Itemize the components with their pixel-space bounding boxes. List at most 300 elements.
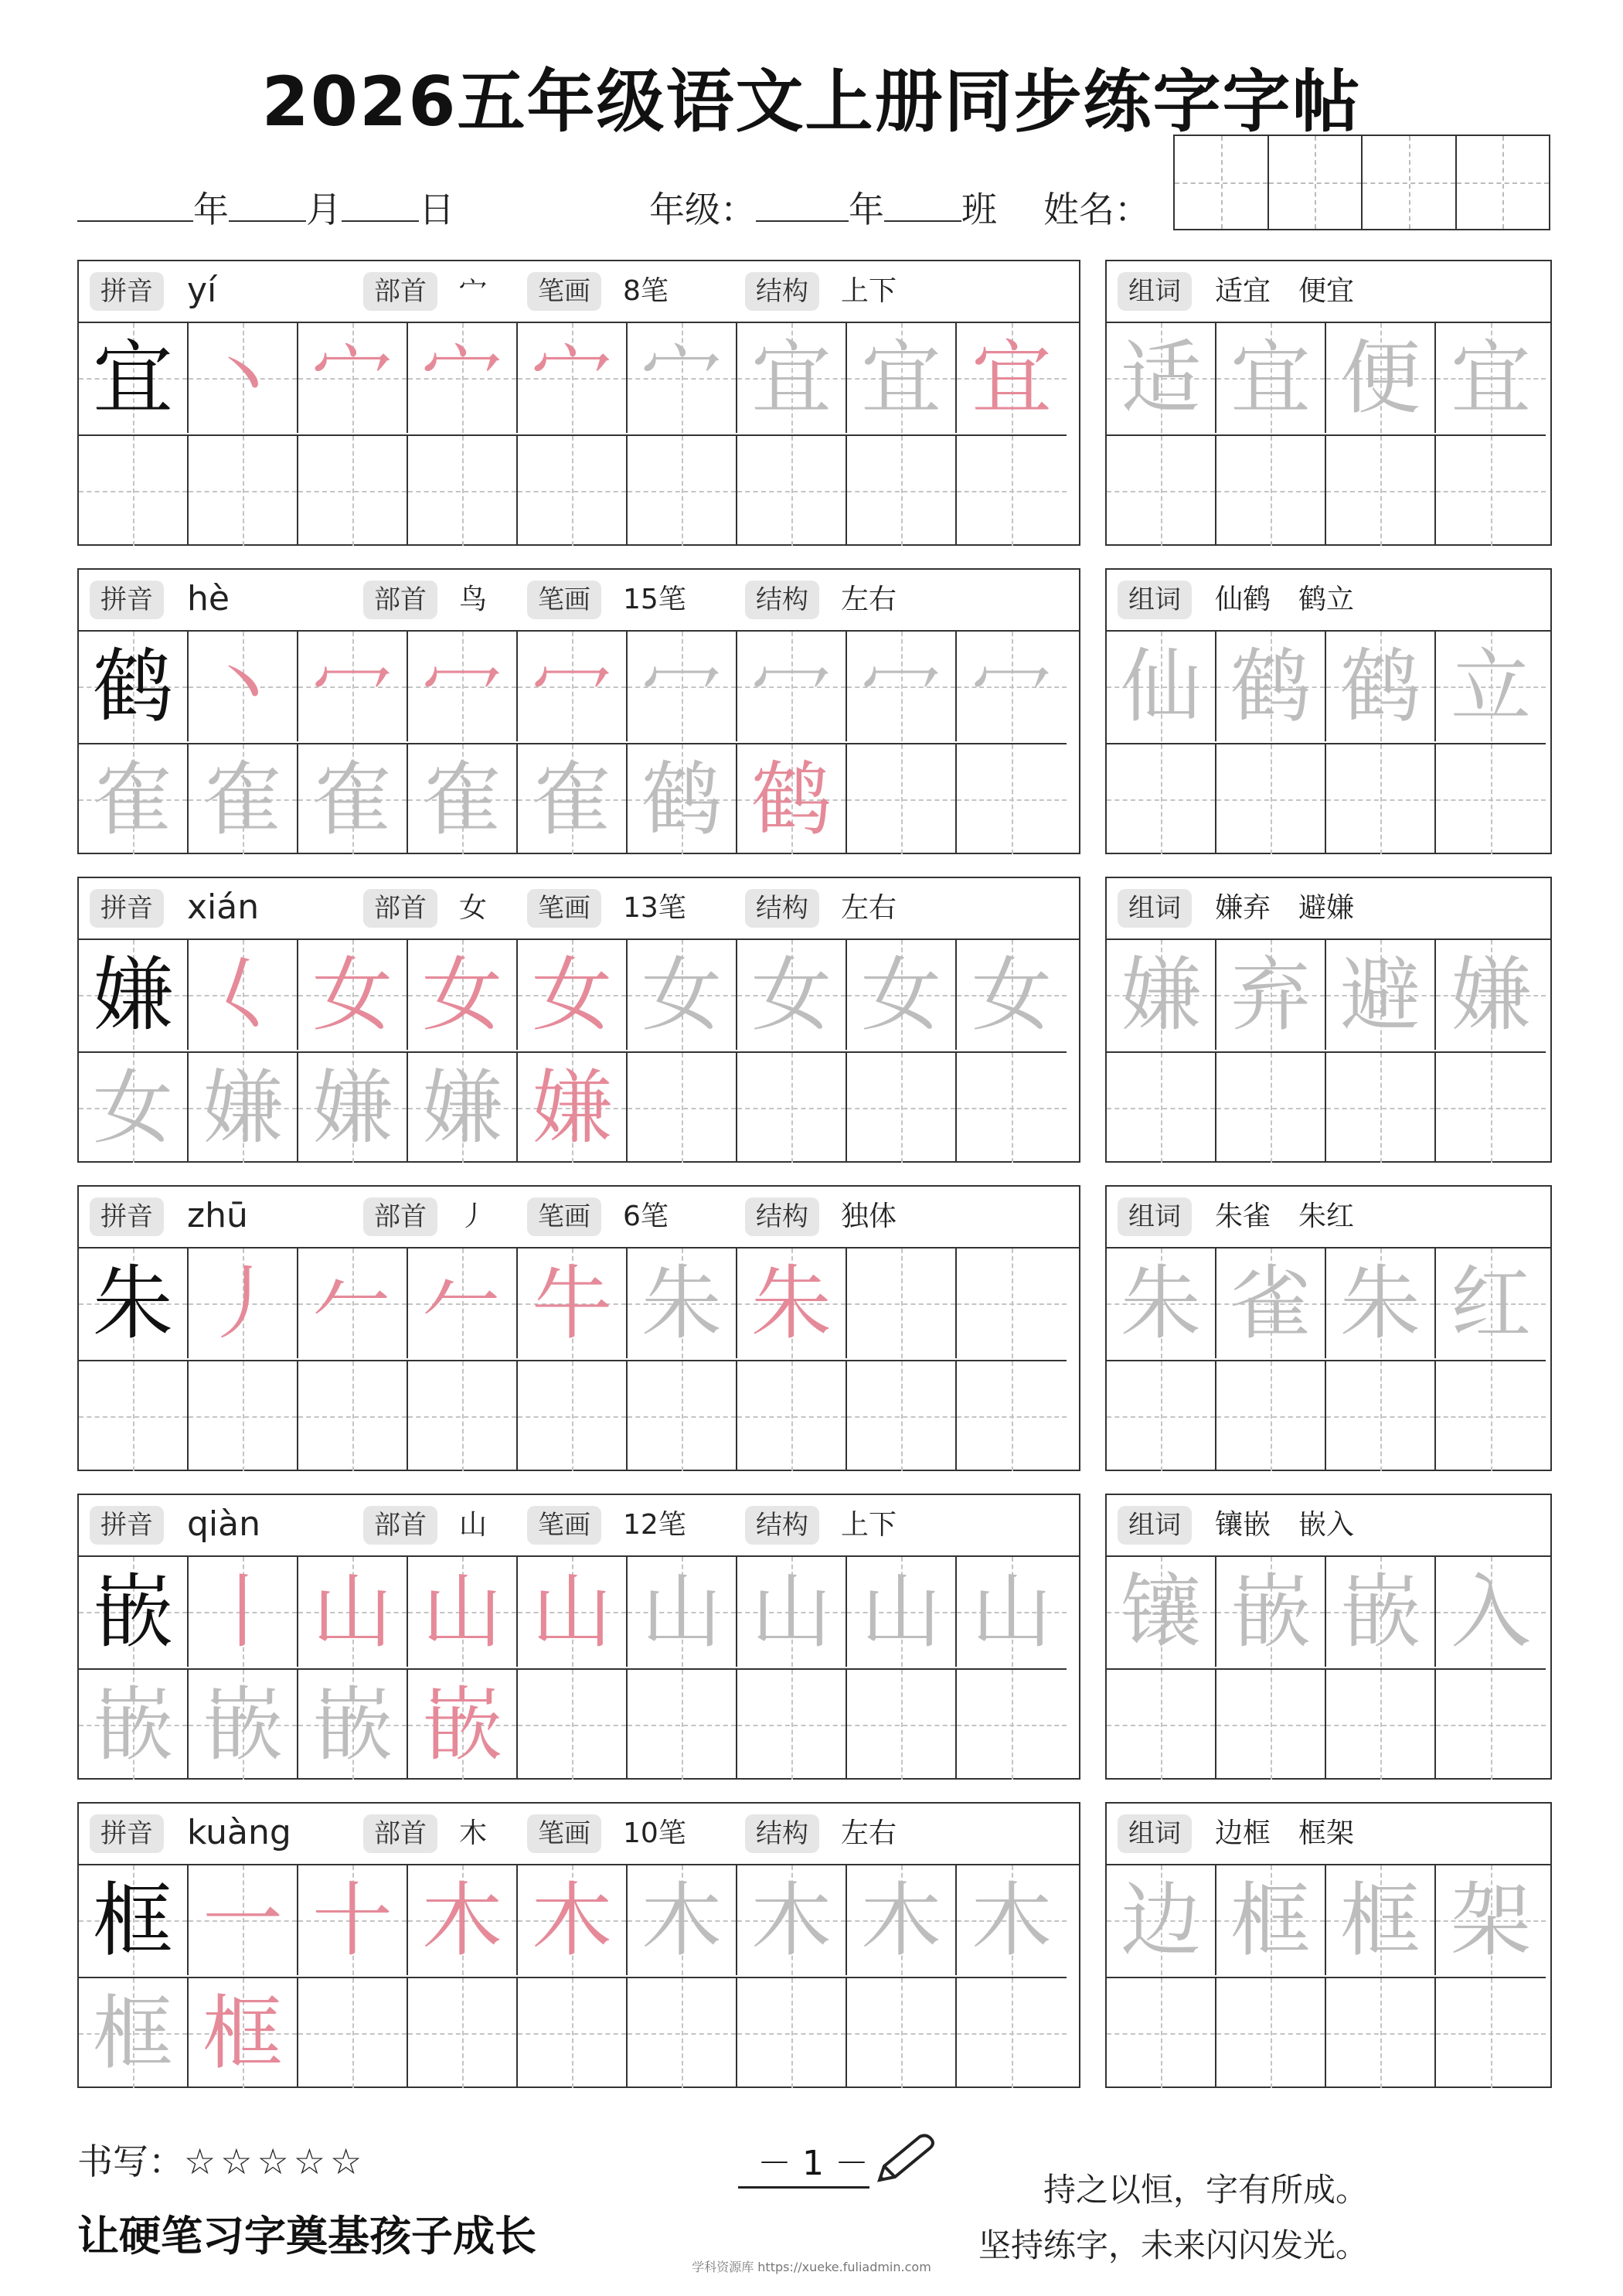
writing-cell[interactable] (298, 632, 408, 741)
writing-cell[interactable] (1436, 1557, 1546, 1667)
writing-cell[interactable] (1107, 744, 1216, 854)
writing-cell[interactable] (1216, 1557, 1326, 1667)
writing-cell[interactable] (1326, 436, 1436, 546)
practice-panel (77, 568, 1080, 854)
pinyin-tag: 拼音 (90, 1506, 164, 1545)
word-row (1107, 1248, 1546, 1358)
writing-cell[interactable] (408, 1248, 518, 1358)
writing-cell[interactable] (1326, 323, 1436, 433)
grade-blank[interactable] (756, 188, 849, 222)
writing-cell[interactable] (298, 1557, 408, 1667)
name-cell[interactable] (1457, 136, 1550, 229)
date-line (77, 182, 454, 233)
trace-character: 适 (1120, 331, 1201, 425)
writing-cell[interactable] (628, 1865, 737, 1975)
structure-tag: 结构 (745, 581, 819, 619)
trace-character: 𠂉 (421, 1256, 502, 1351)
writing-cell[interactable] (957, 940, 1067, 1050)
writing-cell[interactable] (1216, 323, 1326, 433)
radical-tag: 部首 (363, 889, 437, 928)
writing-row (79, 1865, 1067, 1975)
word-panel (1105, 260, 1552, 546)
writing-cell[interactable] (1216, 1248, 1326, 1358)
name-cell[interactable] (1175, 136, 1269, 229)
writing-cell[interactable] (1107, 1248, 1216, 1358)
trace-character: 冖 (641, 639, 722, 734)
trace-character: 宀 (421, 331, 502, 425)
writing-cell[interactable] (298, 1248, 408, 1358)
writing-cell[interactable] (189, 1248, 298, 1358)
writing-cell[interactable] (737, 1053, 847, 1163)
writing-cell[interactable] (1436, 1248, 1546, 1358)
trace-character: 嫌 (531, 1061, 612, 1155)
writing-cell[interactable] (1436, 632, 1546, 741)
writing-cell[interactable] (628, 632, 737, 741)
name-cell[interactable] (1363, 136, 1457, 229)
words-value: 朱雀 朱红 (1215, 1201, 1355, 1232)
writing-cell[interactable] (518, 1557, 628, 1667)
trace-character: 𡿨 (202, 948, 283, 1042)
strokes-tag: 笔画 (527, 1506, 601, 1545)
trace-character: 女 (92, 1061, 173, 1155)
trace-character: 宀 (311, 331, 393, 425)
writing-cell[interactable] (847, 632, 957, 741)
writing-cell[interactable] (408, 1361, 518, 1471)
grade-line (649, 182, 1150, 233)
writing-cell[interactable] (518, 1248, 628, 1358)
writing-cell[interactable] (1326, 1361, 1436, 1471)
structure-tag: 结构 (745, 272, 819, 311)
writing-cell[interactable] (1216, 632, 1326, 741)
writing-cell[interactable] (1107, 940, 1216, 1050)
writing-cell[interactable] (628, 436, 737, 546)
writing-cell[interactable] (1326, 1670, 1436, 1780)
trace-character: 嵌 (421, 1678, 502, 1772)
month-label: 月 (306, 189, 342, 230)
radical-value: 山 (459, 1509, 488, 1541)
writing-cell[interactable] (408, 323, 518, 433)
month-blank[interactable] (229, 188, 306, 222)
trace-character: 边 (1120, 1873, 1201, 1967)
words-value: 边框 框架 (1215, 1817, 1355, 1849)
pinyin-value: hè (187, 579, 230, 618)
trace-character: 隺 (421, 752, 502, 847)
structure-value: 左右 (841, 1817, 897, 1849)
trace-character: 冖 (750, 639, 832, 734)
writing-cell[interactable] (298, 1361, 408, 1471)
writing-cell[interactable] (737, 323, 847, 433)
writing-cell[interactable] (847, 1053, 957, 1163)
word-header (1107, 1495, 1550, 1557)
writing-cell[interactable] (737, 940, 847, 1050)
writing-cell[interactable] (79, 1361, 189, 1471)
word-header (1107, 878, 1550, 940)
writing-cell[interactable] (847, 436, 957, 546)
word-header (1107, 1804, 1550, 1865)
writing-cell[interactable] (408, 632, 518, 741)
writing-cell[interactable] (79, 436, 189, 546)
trace-character: 嫌 (202, 1061, 283, 1155)
writing-cell[interactable] (957, 1865, 1067, 1975)
radical-value: 宀 (459, 275, 488, 307)
writing-cell[interactable] (298, 1053, 408, 1163)
writing-label: 书写： (77, 2141, 184, 2182)
writing-cell[interactable] (737, 1670, 847, 1780)
slogan: 让硬笔习字奠基孩子成长 (77, 2212, 536, 2260)
writing-row (79, 940, 1067, 1050)
trace-character: 山 (860, 1565, 941, 1659)
writing-cell[interactable] (628, 1053, 737, 1163)
trace-character: 隺 (92, 752, 173, 847)
trace-character: 丿 (202, 1256, 283, 1351)
word-panel (1105, 568, 1552, 854)
writing-cell[interactable] (1216, 1670, 1326, 1780)
writing-cell[interactable] (189, 940, 298, 1050)
day-blank[interactable] (342, 188, 419, 222)
trace-character: 框 (202, 1986, 283, 2080)
writing-cell[interactable] (847, 1361, 957, 1471)
writing-cell[interactable] (847, 940, 957, 1050)
writing-cell[interactable] (737, 1557, 847, 1667)
trace-character: 宀 (531, 331, 612, 425)
writing-cell[interactable] (628, 1361, 737, 1471)
writing-row (79, 1051, 1067, 1163)
trace-character: 框 (92, 1986, 173, 2080)
writing-cell[interactable] (1436, 1670, 1546, 1780)
trace-character: 丨 (202, 1565, 283, 1659)
writing-cell[interactable] (1326, 1978, 1436, 2088)
writing-cell[interactable] (408, 1670, 518, 1780)
writing-cell[interactable] (189, 1053, 298, 1163)
writing-cell[interactable] (737, 1361, 847, 1471)
writing-cell[interactable] (518, 1865, 628, 1975)
writing-cell[interactable] (298, 1670, 408, 1780)
writing-cell[interactable] (1107, 1978, 1216, 2088)
writing-row (79, 323, 1067, 433)
trace-character: 避 (1339, 948, 1421, 1042)
writing-cell[interactable] (1326, 1865, 1436, 1975)
word-panel (1105, 1802, 1552, 2088)
writing-cell[interactable] (957, 1361, 1067, 1471)
word-row (1107, 434, 1546, 546)
writing-cell[interactable] (957, 632, 1067, 741)
writing-cell[interactable] (1436, 323, 1546, 433)
trace-character: 红 (1450, 1256, 1531, 1351)
page-number: － 1 － (757, 2144, 869, 2183)
writing-cell[interactable] (518, 1670, 628, 1780)
writing-cell[interactable] (189, 1978, 298, 2088)
writing-cell[interactable] (79, 1557, 189, 1667)
words-tag: 组词 (1118, 1814, 1192, 1853)
writing-row (79, 1668, 1067, 1780)
writing-cell[interactable] (298, 940, 408, 1050)
writing-cell[interactable] (1326, 1557, 1436, 1667)
trace-character: 山 (971, 1565, 1052, 1659)
writing-cell[interactable] (957, 1557, 1067, 1667)
writing-cell[interactable] (1436, 436, 1546, 546)
word-panel (1105, 877, 1552, 1163)
writing-cell[interactable] (79, 1978, 189, 2088)
words-value: 嫌弃 避嫌 (1215, 892, 1355, 924)
writing-cell[interactable] (847, 1978, 957, 2088)
trace-character: 朱 (641, 1256, 722, 1351)
writing-cell[interactable] (1326, 744, 1436, 854)
writing-row (79, 1557, 1067, 1667)
writing-cell[interactable] (518, 940, 628, 1050)
writing-cell[interactable] (298, 1865, 408, 1975)
strokes-value: 12笔 (623, 1509, 686, 1541)
writing-cell[interactable] (1216, 940, 1326, 1050)
trace-character: 宜 (860, 331, 941, 425)
writing-cell[interactable] (189, 1670, 298, 1780)
writing-cell[interactable] (518, 323, 628, 433)
writing-cell[interactable] (957, 1053, 1067, 1163)
word-row (1107, 323, 1546, 433)
structure-tag: 结构 (745, 889, 819, 928)
structure-value: 独体 (841, 1201, 897, 1232)
writing-cell[interactable] (189, 632, 298, 741)
structure-value: 左右 (841, 892, 897, 924)
practice-panel (77, 1802, 1080, 2088)
writing-cell[interactable] (408, 940, 518, 1050)
trace-character: 嫌 (1120, 948, 1201, 1042)
writing-cell[interactable] (628, 1670, 737, 1780)
writing-cell[interactable] (847, 1248, 957, 1358)
radical-value: 木 (459, 1817, 488, 1849)
writing-cell[interactable] (79, 744, 189, 854)
year-label: 年 (193, 189, 229, 230)
writing-cell[interactable] (79, 1670, 189, 1780)
writing-cell[interactable] (298, 323, 408, 433)
radical-tag: 部首 (363, 1197, 437, 1236)
writing-cell[interactable] (189, 323, 298, 433)
word-row (1107, 1051, 1546, 1163)
writing-cell[interactable] (628, 940, 737, 1050)
trace-character: 嫌 (1450, 948, 1531, 1042)
trace-character: 女 (750, 948, 832, 1042)
trace-character: 嵌 (202, 1678, 283, 1772)
writing-cell[interactable] (518, 1053, 628, 1163)
writing-cell[interactable] (1107, 1865, 1216, 1975)
year-blank[interactable] (77, 188, 193, 222)
writing-cell[interactable] (1107, 1557, 1216, 1667)
writing-cell[interactable] (408, 744, 518, 854)
model-character: 嵌 (92, 1565, 173, 1659)
radical-value: 鸟 (459, 584, 488, 615)
writing-cell[interactable] (518, 744, 628, 854)
writing-cell[interactable] (1216, 744, 1326, 854)
trace-character: 隺 (311, 752, 393, 847)
trace-character: 木 (750, 1873, 832, 1967)
writing-cell[interactable] (1436, 1053, 1546, 1163)
star-rating[interactable]: ☆☆☆☆☆ (184, 2141, 367, 2182)
strokes-value: 6笔 (623, 1201, 669, 1232)
practice-header (79, 1187, 1079, 1248)
strokes-tag: 笔画 (527, 272, 601, 311)
grade-label: 年级： (649, 189, 756, 230)
writing-cell[interactable] (408, 436, 518, 546)
model-character: 框 (92, 1873, 173, 1967)
pinyin-value: zhū (187, 1196, 248, 1235)
pinyin-value: qiàn (187, 1504, 261, 1544)
writing-cell[interactable] (957, 1670, 1067, 1780)
writing-cell[interactable] (1436, 1361, 1546, 1471)
writing-cell[interactable] (189, 1361, 298, 1471)
writing-cell[interactable] (518, 1978, 628, 2088)
structure-value: 左右 (841, 584, 897, 615)
writing-cell[interactable] (1326, 940, 1436, 1050)
trace-character: 宀 (641, 331, 722, 425)
writing-cell[interactable] (1107, 1053, 1216, 1163)
strokes-tag: 笔画 (527, 581, 601, 619)
writing-cell[interactable] (1107, 323, 1216, 433)
writing-cell[interactable] (1216, 1978, 1326, 2088)
trace-character: 便 (1339, 331, 1421, 425)
strokes-tag: 笔画 (527, 1814, 601, 1853)
writing-row (79, 1248, 1067, 1358)
model-character: 宜 (92, 331, 173, 425)
writing-cell[interactable] (628, 1978, 737, 2088)
writing-cell[interactable] (847, 1865, 957, 1975)
trace-character: 木 (641, 1873, 722, 1967)
writing-cell[interactable] (847, 1557, 957, 1667)
strokes-value: 13笔 (623, 892, 686, 924)
writing-cell[interactable] (518, 1361, 628, 1471)
writing-cell[interactable] (737, 1248, 847, 1358)
trace-character: 框 (1230, 1873, 1311, 1967)
writing-cell[interactable] (79, 323, 189, 433)
trace-character: 宜 (1450, 331, 1531, 425)
writing-cell[interactable] (737, 632, 847, 741)
word-row (1107, 743, 1546, 854)
practice-header (79, 570, 1079, 632)
writing-cell[interactable] (1107, 632, 1216, 741)
radical-tag: 部首 (363, 581, 437, 619)
structure-tag: 结构 (745, 1506, 819, 1545)
writing-cell[interactable] (628, 323, 737, 433)
trace-character: 鹤 (1230, 639, 1311, 734)
writing-cell[interactable] (628, 1248, 737, 1358)
trace-character: 十 (311, 1873, 393, 1967)
writing-cell[interactable] (1326, 1248, 1436, 1358)
writing-cell[interactable] (957, 323, 1067, 433)
practice-header (79, 261, 1079, 323)
class-blank[interactable] (884, 188, 961, 222)
writing-cell[interactable] (518, 436, 628, 546)
writing-cell[interactable] (518, 632, 628, 741)
trace-character: 嫌 (311, 1061, 393, 1155)
pinyin-tag: 拼音 (90, 581, 164, 619)
pinyin-tag: 拼音 (90, 1814, 164, 1853)
writing-cell[interactable] (189, 1557, 298, 1667)
writing-row (79, 632, 1067, 741)
writing-cell[interactable] (1216, 1053, 1326, 1163)
writing-cell[interactable] (79, 1865, 189, 1975)
radical-value: 女 (459, 892, 488, 924)
writing-cell[interactable] (1436, 940, 1546, 1050)
writing-cell[interactable] (1326, 1053, 1436, 1163)
writing-cell[interactable] (1436, 1978, 1546, 2088)
writing-cell[interactable] (1107, 1670, 1216, 1780)
writing-cell[interactable] (1216, 1865, 1326, 1975)
name-boxes[interactable] (1173, 135, 1550, 230)
writing-cell[interactable] (737, 1865, 847, 1975)
writing-cell[interactable] (79, 1248, 189, 1358)
trace-character: 女 (531, 948, 612, 1042)
writing-cell[interactable] (737, 1978, 847, 2088)
writing-cell[interactable] (957, 1248, 1067, 1358)
trace-character: 鹤 (641, 752, 722, 847)
trace-character: 朱 (1120, 1256, 1201, 1351)
pinyin-tag: 拼音 (90, 889, 164, 928)
writing-cell[interactable] (1216, 436, 1326, 546)
writing-cell[interactable] (1107, 436, 1216, 546)
structure-tag: 结构 (745, 1197, 819, 1236)
trace-character: 嫌 (421, 1061, 502, 1155)
words-value: 镶嵌 嵌入 (1215, 1509, 1355, 1541)
writing-cell[interactable] (79, 940, 189, 1050)
writing-cell[interactable] (298, 436, 408, 546)
writing-cell[interactable] (189, 744, 298, 854)
writing-cell[interactable] (189, 436, 298, 546)
trace-character: 山 (421, 1565, 502, 1659)
writing-cell[interactable] (957, 744, 1067, 854)
strokes-tag: 笔画 (527, 1197, 601, 1236)
trace-character: 弃 (1230, 948, 1311, 1042)
writing-cell[interactable] (737, 744, 847, 854)
word-row (1107, 1668, 1546, 1780)
writing-cell[interactable] (737, 436, 847, 546)
writing-cell[interactable] (79, 632, 189, 741)
writing-cell[interactable] (628, 1557, 737, 1667)
writing-cell[interactable] (298, 744, 408, 854)
practice-panel (77, 1494, 1080, 1780)
writing-cell[interactable] (408, 1053, 518, 1163)
writing-cell[interactable] (1107, 1361, 1216, 1471)
grade-year-label: 年 (849, 189, 884, 230)
trace-character: 女 (421, 948, 502, 1042)
structure-tag: 结构 (745, 1814, 819, 1853)
writing-cell[interactable] (408, 1978, 518, 2088)
writing-cell[interactable] (628, 744, 737, 854)
word-row (1107, 632, 1546, 741)
writing-cell[interactable] (847, 323, 957, 433)
writing-cell[interactable] (1436, 744, 1546, 854)
writing-cell[interactable] (408, 1557, 518, 1667)
trace-character: 女 (641, 948, 722, 1042)
practice-header (79, 1804, 1079, 1865)
model-character: 朱 (92, 1256, 173, 1351)
writing-cell[interactable] (957, 436, 1067, 546)
pinyin-tag: 拼音 (90, 1197, 164, 1236)
writing-cell[interactable] (1326, 632, 1436, 741)
name-cell[interactable] (1269, 136, 1363, 229)
strokes-value: 15笔 (623, 584, 686, 615)
trace-character: 丶 (202, 331, 283, 425)
trace-character: 朱 (750, 1256, 832, 1351)
writing-cell[interactable] (408, 1865, 518, 1975)
writing-cell[interactable] (847, 744, 957, 854)
radical-tag: 部首 (363, 1506, 437, 1545)
writing-cell[interactable] (298, 1978, 408, 2088)
writing-cell[interactable] (847, 1670, 957, 1780)
writing-cell[interactable] (1436, 1865, 1546, 1975)
model-character: 嫌 (92, 948, 173, 1042)
writing-cell[interactable] (189, 1865, 298, 1975)
writing-cell[interactable] (957, 1978, 1067, 2088)
writing-cell[interactable] (79, 1053, 189, 1163)
writing-cell[interactable] (1216, 1361, 1326, 1471)
